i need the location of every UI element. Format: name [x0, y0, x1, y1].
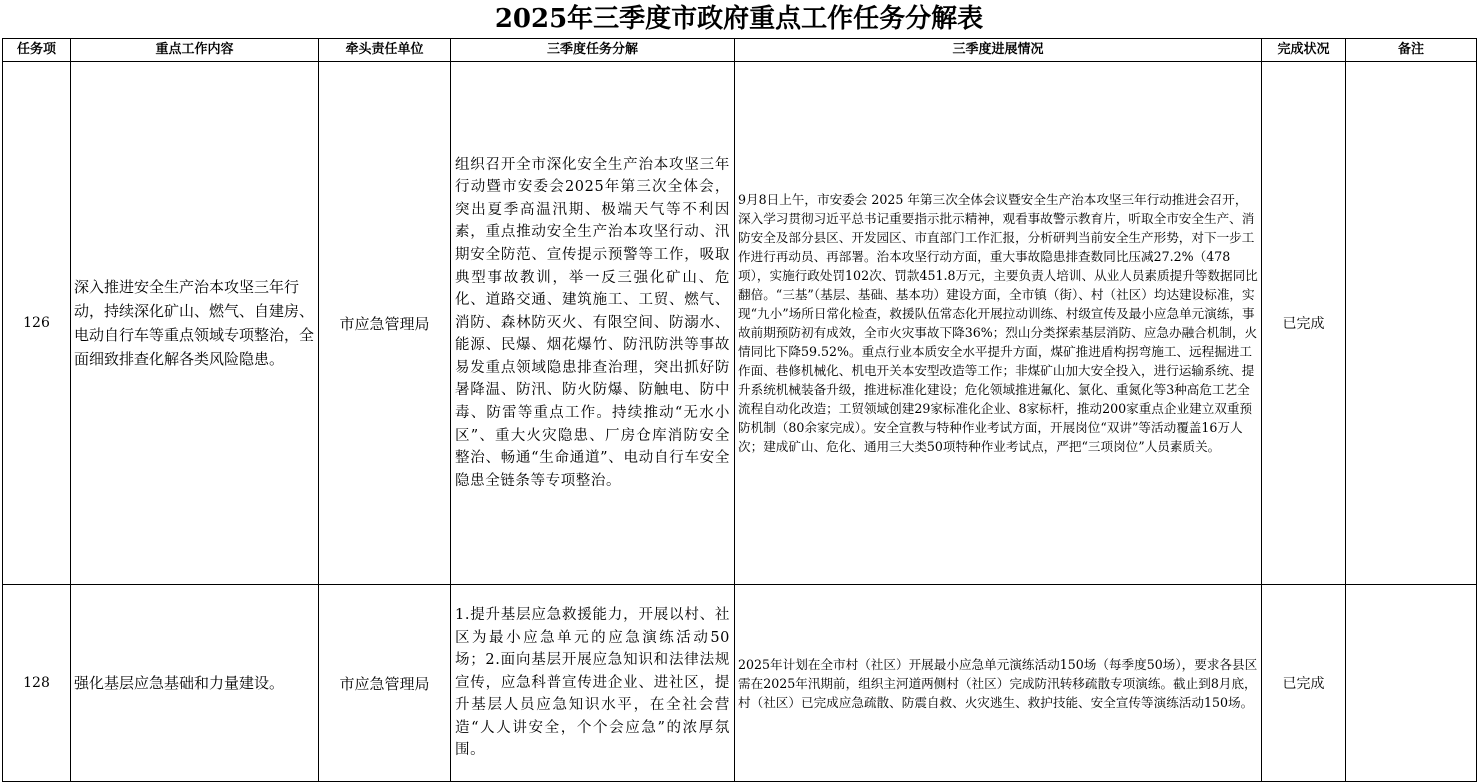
progress-text: 9月8日上午，市安委会 2025 年第三次全体会议暨安全生产治本攻坚三年行动推进会召开，深入学习贯彻习近平总书记重要指示批示精神，观看事故警示教育片，听取全市安全生产、消防安全及部分县区、开发园区、市直部门工作汇报，分析研判当前安全生产形势，对下一步工作进行再动员、再部署。治本攻坚行动方面，重大事故隐患排查数同比压减27.2%（478项），实施行政处罚102次、罚款451.8万元，主要负责人培训、从业人员素质提升等数据同比翻倍。“三基”（基层、基础、基本功）建设方面，全市镇（街）、村（社区）均达建设标准，实现“九小”场所日常化检查，救援队伍常态化开展拉动训练、村级宣传及最小应急单元演练，事故前期预防初有成效，全市火灾事故下降36%；烈山分类探索基层消防、应急办融合机制，火情同比下降59.52%。重点行业本质安全水平提升方面，煤矿推进盾构拐弯施工、远程掘进工作面、巷修机械化、机电开关本安型改造等工作；非煤矿山加大安全投入，进行运输系统、提升系统机械装备升级，推进标准化建设；危化领域推进氟化、氯化、重氮化等3种高危工艺全流程自动化改造；工贸领域创建29家标准化企业、8家标杆，推动200家重点企业建立双重预防机制（80余家完成）。安全宣教与特种作业考试方面，开展岗位“双讲”等活动覆盖16万人次；建成矿山、危化、通用三大类50项特种作业考试点，严把“三项岗位”人员素质关。 — [735, 62, 1262, 585]
task-breakdown: 组织召开全市深化安全生产治本攻坚三年行动暨市安委会2025年第三次全体会，突出夏季高温汛期、极端天气等不利因素，重点推动安全生产治本攻坚行动、汛期安全防范、宣传提示预警等工作，吸取典型事故教训，举一反三强化矿山、危化、道路交通、建筑施工、工贸、燃气、消防、森林防灭火、有限空间、防溺水、能源、民爆、烟花爆竹、防汛防洪等事故易发重点领域隐患排查治理，突出抓好防暑降温、防汛、防火防爆、防触电、防中毒、防雷等重点工作。持续推动“无水小区”、重大火灾隐患、厂房仓库消防安全整治、畅通“生命通道”、电动自行车安全隐患全链条等专项整治。 — [451, 62, 735, 585]
task-id: 128 — [3, 585, 71, 782]
remark-cell — [1346, 585, 1477, 782]
header-task-id: 任务项 — [3, 39, 71, 62]
header-unit: 牵头责任单位 — [319, 39, 451, 62]
table-header-row — [3, 39, 1477, 62]
header-content: 重点工作内容 — [71, 39, 319, 62]
header-progress: 三季度进展情况 — [735, 39, 1262, 62]
status-cell: 已完成 — [1262, 585, 1346, 782]
work-content: 深入推进安全生产治本攻坚三年行动，持续深化矿山、燃气、自建房、电动自行车等重点领域专项整治，全面细致排查化解各类风险隐患。 — [71, 62, 319, 585]
header-breakdown: 三季度任务分解 — [451, 39, 735, 62]
work-content: 强化基层应急基础和力量建设。 — [71, 585, 319, 782]
page-title: 2025年三季度市政府重点工作任务分解表 — [494, 4, 984, 34]
task-id: 126 — [3, 62, 71, 585]
task-breakdown: 1.提升基层应急救援能力，开展以村、社区为最小应急单元的应急演练活动50场；2.面向基层开展应急知识和法律法规宣传，应急科普宣传进企业、进社区，提升基层人员应急知识水平，在全社会营造“人人讲安全，个个会应急”的浓厚氛围。 — [451, 585, 735, 782]
header-status: 完成状况 — [1262, 39, 1346, 62]
lead-unit: 市应急管理局 — [319, 62, 451, 585]
lead-unit: 市应急管理局 — [319, 585, 451, 782]
table-row — [3, 62, 1477, 585]
remark-cell — [1346, 62, 1477, 585]
task-table — [2, 38, 1477, 782]
table-row — [3, 585, 1477, 782]
status-cell: 已完成 — [1262, 62, 1346, 585]
header-remark: 备注 — [1346, 39, 1477, 62]
progress-text: 2025年计划在全市村（社区）开展最小应急单元演练活动150场（每季度50场），要求各县区需在2025年汛期前，组织主河道两侧村（社区）完成防汛转移疏散专项演练。截止到8月底，村（社区）已完成应急疏散、防震自救、火灾逃生、救护技能、安全宣传等演练活动150场。 — [735, 585, 1262, 782]
